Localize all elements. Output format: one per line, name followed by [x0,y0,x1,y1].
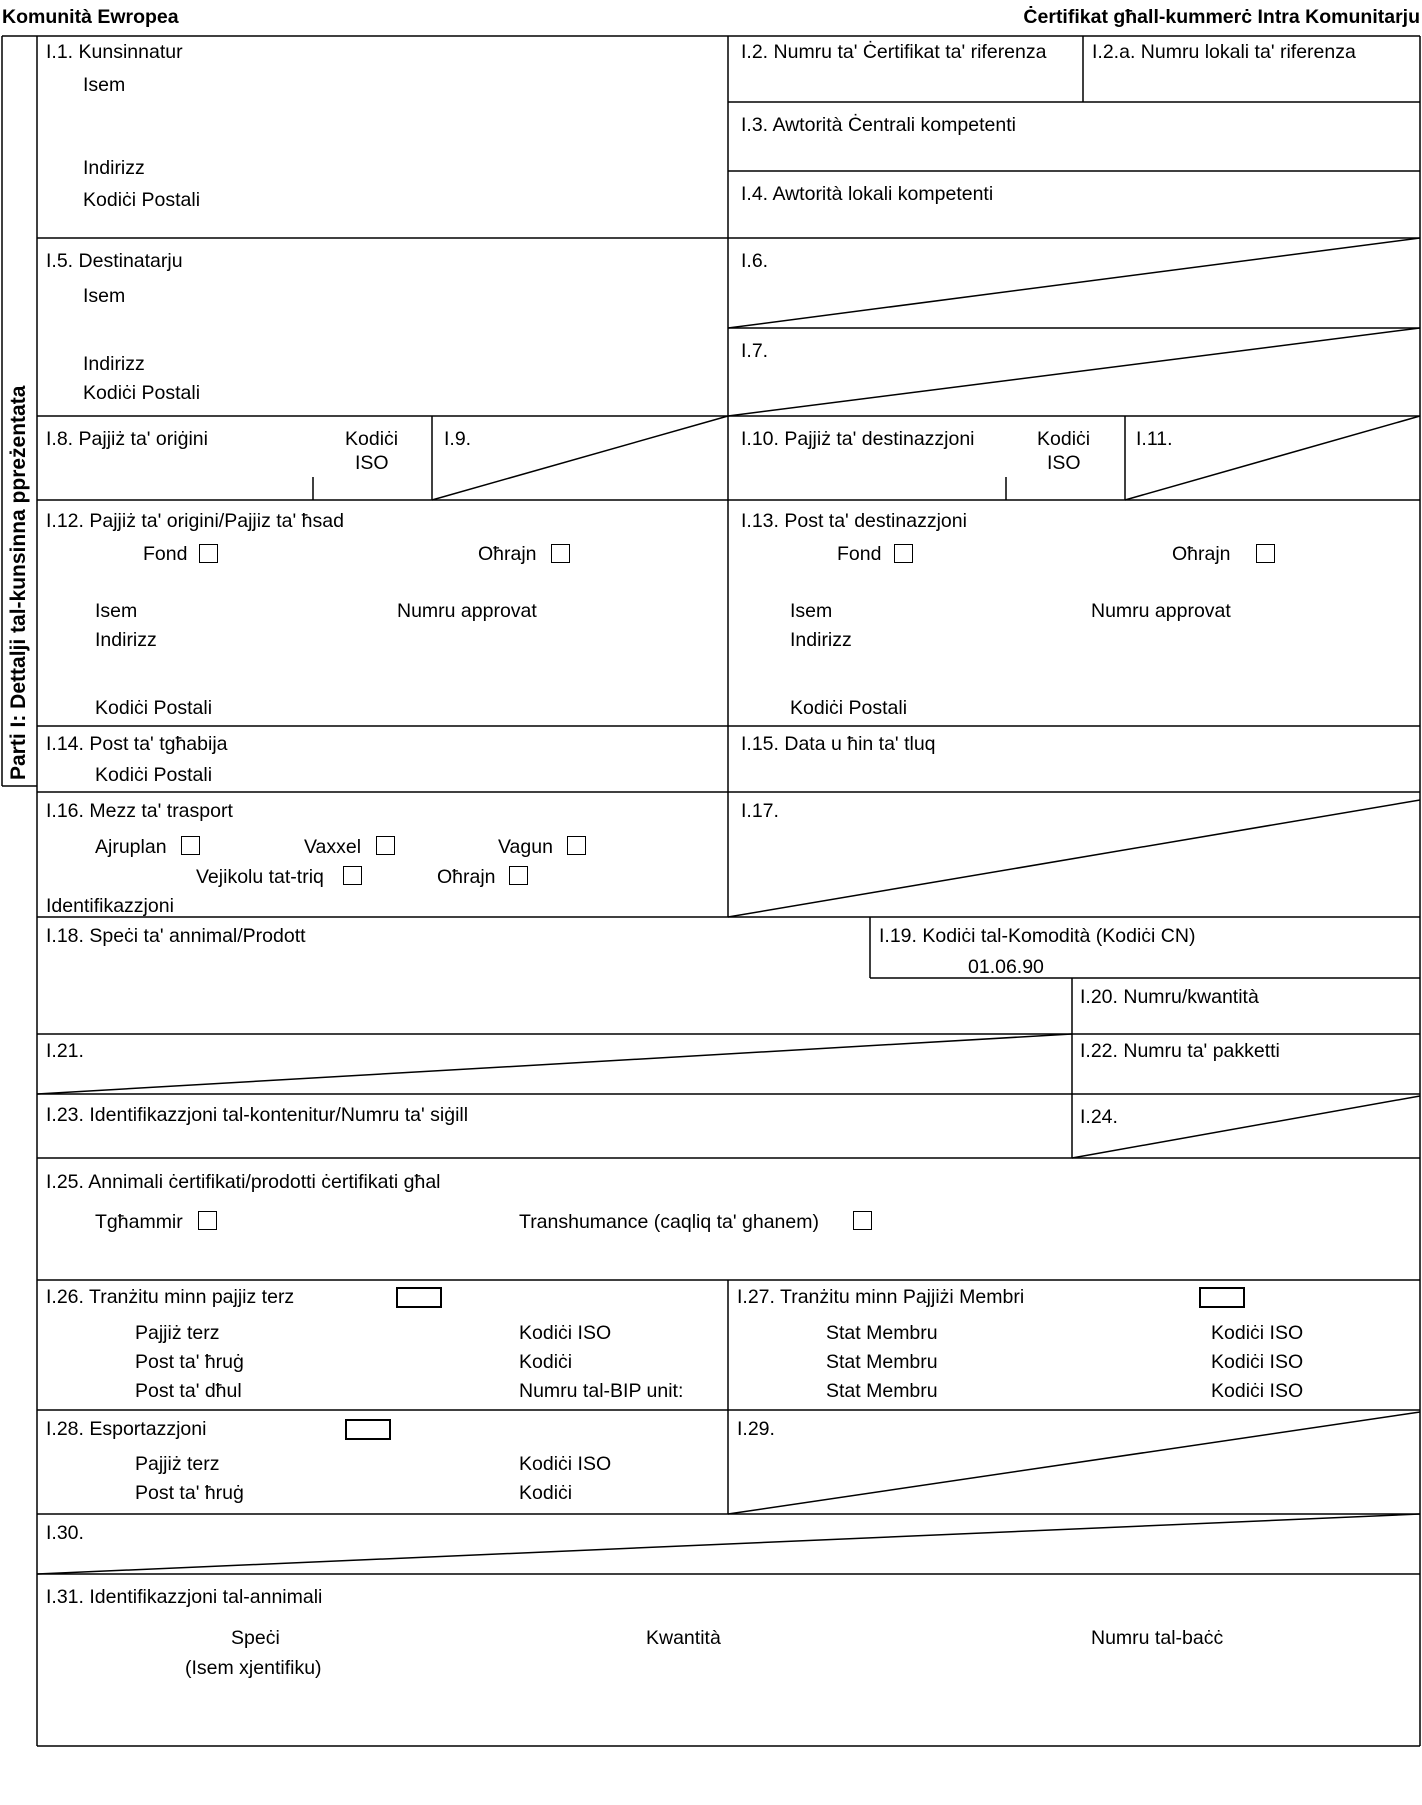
i16-ohrajn-checkbox[interactable] [509,866,528,885]
box-i27-label: I.27. Tranżitu minn Pajjiżi Membri [737,1286,1025,1308]
i16-ajruplan-label: Ajruplan [95,836,167,858]
i8-kodici: Kodiċi [345,428,399,450]
i26-kodici: Kodiċi [519,1351,573,1373]
i8-iso: ISO [355,452,389,474]
box-i18-label: I.18. Speċi ta' annimal/Prodott [46,925,306,947]
i31-speci-sub: (Isem xjentifiku) [185,1657,322,1679]
i26-checkbox[interactable] [396,1287,442,1308]
i5-indirizz: Indirizz [83,353,145,375]
i12-indirizz: Indirizz [95,629,157,651]
header-left: Komunità Ewropea [2,6,179,28]
i5-isem: Isem [83,285,126,307]
i26-post-hrug: Post ta' ħruġ [135,1351,244,1373]
i10-kodici: Kodiċi [1037,428,1091,450]
box-i14-label: I.14. Post ta' tgħabija [46,733,228,755]
i31-numru-bacc: Numru tal-baċċ [1091,1627,1224,1649]
i16-vagun-label: Vagun [498,836,553,858]
i16-vejikolu-label: Vejikolu tat-triq [196,866,324,888]
i13-indirizz: Indirizz [790,629,852,651]
box-i2a-label: I.2.a. Numru lokali ta' riferenza [1092,41,1356,63]
box-i4-label: I.4. Awtorità lokali kompetenti [741,183,994,205]
box-i23-label: I.23. Identifikazzjoni tal-kontenitur/Numru ta' siġill [46,1104,469,1126]
box-i10-label: I.10. Pajjiż ta' destinazzjoni [741,428,975,450]
box-i7-label: I.7. [741,340,769,362]
i1-isem: Isem [83,74,126,96]
i27-kodici-iso-3: Kodiċi ISO [1211,1380,1304,1402]
i13-ohrajn-checkbox[interactable] [1256,544,1275,563]
i12-ohrajn-label: Oħrajn [478,543,537,565]
box-i6-label: I.6. [741,250,769,272]
box-i13-label: I.13. Post ta' destinazzjoni [741,510,967,532]
i16-identifikazzjoni: Identifikazzjoni [46,895,174,917]
i28-post-hrug: Post ta' ħruġ [135,1482,244,1504]
i13-kodici-postali: Kodiċi Postali [790,697,908,719]
i27-stat-membru-3: Stat Membru [826,1380,938,1402]
i27-stat-membru-1: Stat Membru [826,1322,938,1344]
i1-indirizz: Indirizz [83,157,145,179]
box-i3-label: I.3. Awtorità Ċentrali kompetenti [741,114,1016,136]
box-i9-label: I.9. [444,428,472,450]
i28-checkbox[interactable] [345,1419,391,1440]
i28-pajjiz-terz: Pajjiż terz [135,1453,220,1475]
box-i17-label: I.17. [741,800,779,822]
box-i11-label: I.11. [1136,428,1173,450]
i5-kodici-postali: Kodiċi Postali [83,382,201,404]
i27-kodici-iso-1: Kodiċi ISO [1211,1322,1304,1344]
i13-ohrajn-label: Oħrajn [1172,543,1231,565]
box-i29-label: I.29. [737,1418,775,1440]
i28-kodici-iso: Kodiċi ISO [519,1453,612,1475]
i10-iso: ISO [1047,452,1081,474]
i25-transhumance-checkbox[interactable] [853,1211,872,1230]
box-i1-label: I.1. Kunsinnatur [46,41,183,63]
box-i12-label: I.12. Pajjiż ta' origini/Pajjiz ta' ħsad [46,510,344,532]
i16-vejikolu-checkbox[interactable] [343,866,362,885]
i13-isem: Isem [790,600,833,622]
i25-tghammir-label: Tgħammir [95,1211,183,1233]
i28-kodici: Kodiċi [519,1482,573,1504]
box-i30-label: I.30. [46,1522,84,1544]
i16-vaxxel-checkbox[interactable] [376,836,395,855]
header-right: Ċertifikat għall-kummerċ Intra Komunitarju [1023,6,1420,28]
i12-numru-approvat: Numru approvat [397,600,537,622]
box-i15-label: I.15. Data u ħin ta' tluq [741,733,936,755]
i16-ohrajn-label: Oħrajn [437,866,496,888]
box-i19-label: I.19. Kodiċi tal-Komodità (Kodiċi CN) [879,925,1196,947]
i12-ohrajn-checkbox[interactable] [551,544,570,563]
i12-isem: Isem [95,600,138,622]
box-i16-label: I.16. Mezz ta' trasport [46,800,233,822]
i26-post-dhul: Post ta' dħul [135,1380,242,1402]
i27-checkbox[interactable] [1199,1287,1245,1308]
box-i8-label: I.8. Pajjiż ta' oriġini [46,428,208,450]
box-i22-label: I.22. Numru ta' pakketti [1080,1040,1280,1062]
i16-ajruplan-checkbox[interactable] [181,836,200,855]
i31-speci: Speċi [231,1627,280,1649]
box-i5-label: I.5. Destinatarju [46,250,183,272]
box-i2-label: I.2. Numru ta' Ċertifikat ta' riferenza [741,41,1047,63]
i12-fond-checkbox[interactable] [199,544,218,563]
i25-tghammir-checkbox[interactable] [198,1211,217,1230]
box-i28-label: I.28. Esportazzjoni [46,1418,207,1440]
i27-kodici-iso-2: Kodiċi ISO [1211,1351,1304,1373]
box-i20-label: I.20. Numru/kwantità [1080,986,1259,1008]
i12-kodici-postali: Kodiċi Postali [95,697,213,719]
i31-kwantita: Kwantità [646,1627,721,1649]
i25-transhumance-label: Transhumance (caqliq ta' ghanem) [519,1211,819,1233]
i16-vagun-checkbox[interactable] [567,836,586,855]
i26-pajjiz-terz: Pajjiż terz [135,1322,220,1344]
box-i21-label: I.21. [46,1040,84,1062]
i13-fond-label: Fond [837,543,882,565]
i13-numru-approvat: Numru approvat [1091,600,1231,622]
box-i24-label: I.24. [1080,1106,1118,1128]
i27-stat-membru-2: Stat Membru [826,1351,938,1373]
box-i26-label: I.26. Tranżitu minn pajjiz terz [46,1286,295,1308]
i13-fond-checkbox[interactable] [894,544,913,563]
i26-bip-unit: Numru tal-BIP unit: [519,1380,684,1402]
i19-value: 01.06.90 [968,956,1044,978]
i26-kodici-iso: Kodiċi ISO [519,1322,612,1344]
box-i31-label: I.31. Identifikazzjoni tal-annimali [46,1586,323,1608]
i16-vaxxel-label: Vaxxel [304,836,362,858]
i14-kodici-postali: Kodiċi Postali [95,764,213,786]
i1-kodici-postali: Kodiċi Postali [83,189,201,211]
box-i25-label: I.25. Annimali ċertifikati/prodotti ċertifikati għal [46,1171,441,1193]
i12-fond-label: Fond [143,543,188,565]
part-label-text: Parti I: Dettalji tal-kunsinna ppreżentata [7,385,30,780]
